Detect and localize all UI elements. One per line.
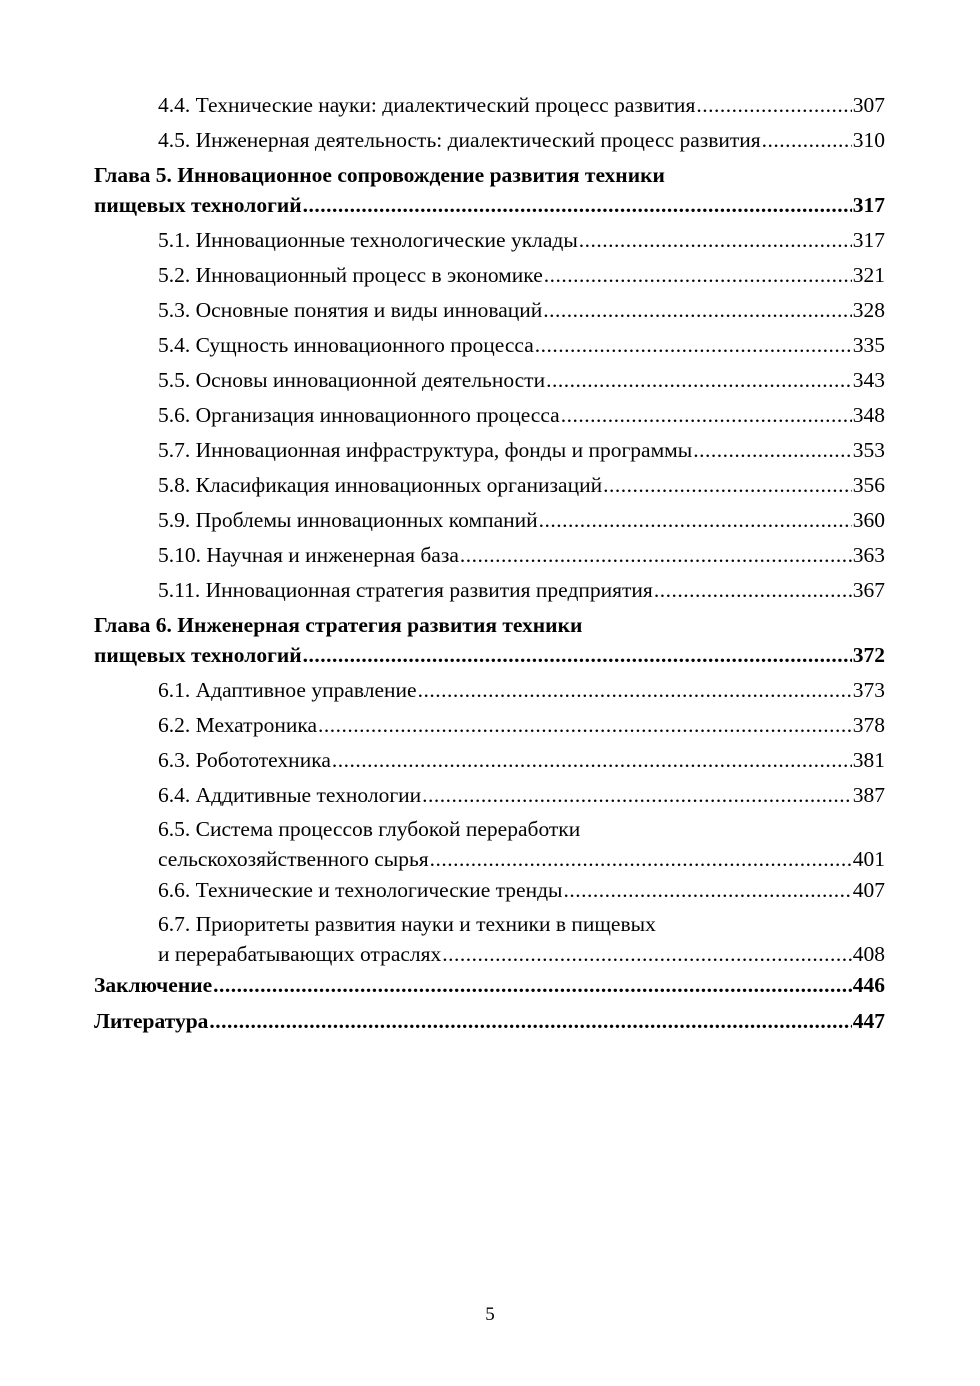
toc-entry-page: 310	[852, 128, 885, 152]
toc-entry-title: 6.2. Мехатроника	[158, 713, 318, 737]
toc-entry	[94, 123, 885, 158]
dot-leader	[418, 673, 852, 708]
dot-leader	[422, 778, 852, 813]
toc-entry-page: 373	[852, 678, 885, 702]
toc-entry-page: 317	[852, 193, 885, 217]
dot-leader	[303, 640, 852, 670]
toc-top-entry	[94, 968, 885, 1003]
toc-entry-title: 5.9. Проблемы инновационных компаний	[158, 508, 538, 532]
toc-entry-page: 348	[852, 403, 885, 427]
toc-chapter-entry	[94, 610, 885, 670]
toc-entry-page: 446	[852, 973, 885, 997]
toc-entry-page: 387	[852, 783, 885, 807]
toc-entry	[94, 538, 885, 573]
dot-leader	[563, 873, 851, 908]
toc-entry-page: 447	[852, 1009, 885, 1033]
toc-entry-page: 328	[852, 298, 885, 322]
toc-entry-title-line1: 6.5. Система процессов глубокой переработки	[158, 817, 581, 841]
dot-leader	[442, 940, 851, 968]
toc-chapter-heading: Глава 6. Инженерная стратегия развития техники	[94, 613, 583, 637]
toc-entry-page: 343	[852, 368, 885, 392]
dot-leader	[579, 223, 852, 258]
toc-entry	[94, 433, 885, 468]
toc-chapter-entry	[94, 160, 885, 220]
dot-leader	[209, 1003, 851, 1039]
toc-entry-title: 5.5. Основы инновационной деятельности	[158, 368, 546, 392]
toc-entry	[94, 813, 885, 873]
toc-entry	[94, 223, 885, 258]
dot-leader	[546, 363, 852, 398]
toc-entry-title: 5.2. Инновационный процесс в экономике	[158, 263, 543, 287]
dot-leader	[535, 328, 852, 363]
toc-entry-title: 5.6. Организация инновационного процесса	[158, 403, 560, 427]
toc-entry-title: 5.1. Инновационные технологические уклады	[158, 228, 578, 252]
dot-leader	[693, 433, 852, 468]
toc-entry	[94, 468, 885, 503]
toc-entry-title-line1: 6.7. Приоритеты развития науки и техники в пищевых	[158, 912, 656, 936]
toc-entry-page: 407	[852, 878, 885, 902]
toc-entry-title: 4.4. Технические науки: диалектический процесс развития	[158, 93, 696, 117]
toc-entry-title: Литература	[94, 1009, 209, 1033]
toc-entry	[94, 778, 885, 813]
dot-leader	[303, 190, 852, 220]
page-number: 5	[485, 1304, 495, 1325]
toc-entry	[94, 293, 885, 328]
dot-leader	[318, 708, 852, 743]
toc-entry-page: 378	[852, 713, 885, 737]
toc-entry-title: 6.3. Робототехника	[158, 748, 331, 772]
toc-entry	[94, 328, 885, 363]
toc-entry-page: 353	[852, 438, 885, 462]
toc-entry	[94, 908, 885, 968]
toc-entry-title: 6.4. Аддитивные технологии	[158, 783, 422, 807]
dot-leader	[603, 468, 852, 503]
toc-entry-page: 367	[852, 578, 885, 602]
toc-chapter-heading: Глава 5. Инновационное сопровождение развития техники	[94, 163, 665, 187]
dot-leader	[654, 573, 852, 608]
toc-entry-page: 408	[852, 942, 885, 966]
toc-entry-page: 360	[852, 508, 885, 532]
dot-leader	[460, 538, 852, 573]
toc-entry-page: 372	[852, 643, 885, 667]
toc-entry-page: 401	[852, 847, 885, 871]
dot-leader	[543, 293, 851, 328]
toc-entry-title: Заключение	[94, 973, 213, 997]
toc-entry-title: пищевых технологий	[94, 193, 302, 217]
toc-entry-page: 356	[852, 473, 885, 497]
dot-leader	[696, 88, 851, 123]
toc-entry	[94, 503, 885, 538]
toc-entry-page: 363	[852, 543, 885, 567]
toc-entry	[94, 673, 885, 708]
toc-entry-page: 307	[852, 93, 885, 117]
dot-leader	[539, 503, 852, 538]
table-of-contents	[94, 88, 885, 1039]
toc-entry-title: и перерабатывающих отраслях	[158, 942, 442, 966]
toc-entry	[94, 573, 885, 608]
toc-entry-title: 5.4. Сущность инновационного процесса	[158, 333, 534, 357]
toc-entry	[94, 708, 885, 743]
toc-entry	[94, 88, 885, 123]
toc-entry	[94, 398, 885, 433]
dot-leader	[762, 123, 852, 158]
toc-entry	[94, 258, 885, 293]
toc-entry-title: 5.7. Инновационная инфраструктура, фонды и программы	[158, 438, 693, 462]
toc-entry-page: 335	[852, 333, 885, 357]
toc-entry-page: 317	[852, 228, 885, 252]
dot-leader	[213, 968, 852, 1003]
dot-leader	[544, 258, 852, 293]
toc-entry-title: 5.10. Научная и инженерная база	[158, 543, 459, 567]
toc-entry	[94, 873, 885, 908]
toc-entry	[94, 743, 885, 778]
dot-leader	[430, 845, 852, 873]
toc-entry-title: 5.3. Основные понятия и виды инноваций	[158, 298, 543, 322]
toc-entry-title: 4.5. Инженерная деятельность: диалектический процесс развития	[158, 128, 761, 152]
dot-leader	[561, 398, 852, 433]
toc-entry-title: сельскохозяйственного сырья	[158, 847, 429, 871]
toc-entry-title: 5.11. Инновационная стратегия развития предприятия	[158, 578, 653, 602]
toc-entry	[94, 363, 885, 398]
dot-leader	[332, 743, 852, 778]
toc-entry-page: 381	[852, 748, 885, 772]
toc-entry-title: 6.6. Технические и технологические тренды	[158, 878, 563, 902]
toc-entry-title: 6.1. Адаптивное управление	[158, 678, 417, 702]
toc-entry-page: 321	[852, 263, 885, 287]
toc-entry-title: 5.8. Класификация инновационных организаций	[158, 473, 603, 497]
toc-entry-title: пищевых технологий	[94, 643, 302, 667]
toc-top-entry	[94, 1003, 885, 1039]
